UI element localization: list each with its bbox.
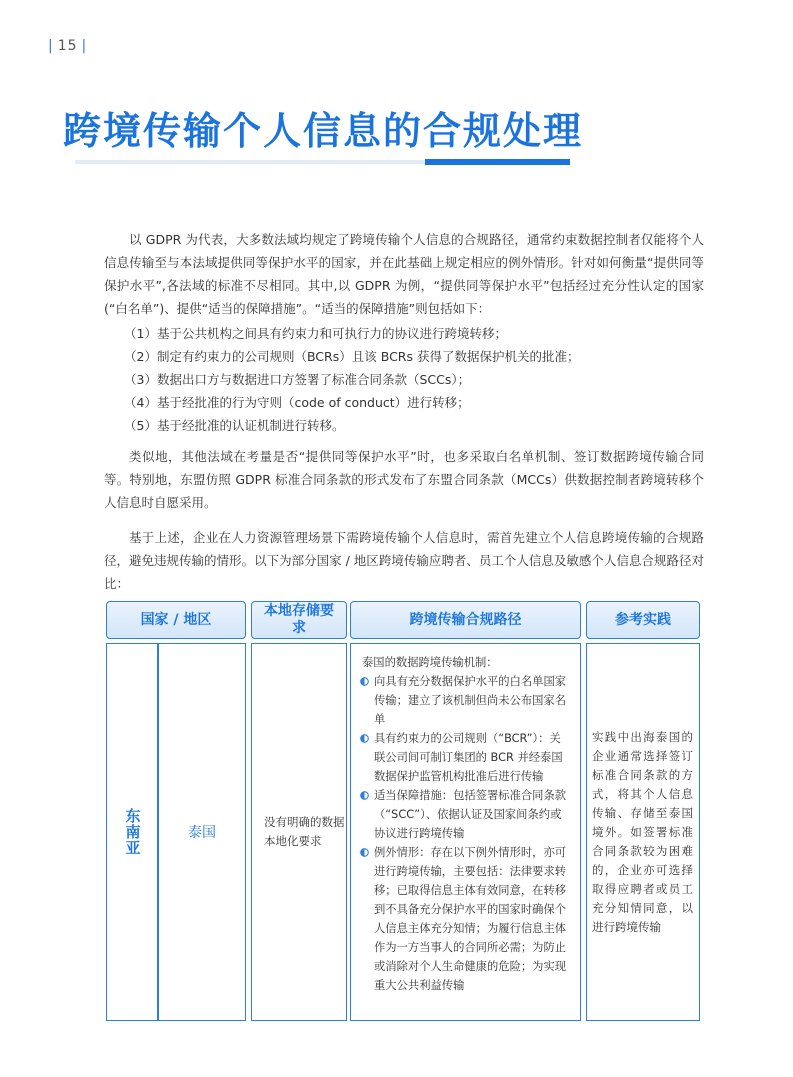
safeguards-list-item: （3）数据出口方与数据进口方签署了标准合同条款（SCCs）；: [124, 372, 471, 387]
table-cell-country: 泰国: [188, 825, 216, 841]
table-cell-region: 东南亚: [123, 808, 142, 856]
table-cell-storage: 没有明确的数据本地化要求: [264, 815, 345, 848]
path-list: [358, 672, 570, 995]
path-intro: 泰国的数据跨境传输机制：: [362, 656, 498, 669]
safeguards-list-item: （1）基于公共机构之间具有约束力和可执行力的协议进行跨境转移；: [124, 326, 507, 341]
page-number-bar-left: |: [48, 38, 54, 54]
table-header-storage: 本地存储要求: [251, 601, 347, 639]
path-list-item: [358, 672, 570, 729]
path-list-item: [358, 786, 570, 843]
path-list-item-text: 适当保障措施：包括签署标准合同条款（“SCC”）、依据认证及国家间条约或协议进行跨境传输: [374, 789, 567, 840]
safeguards-list-item: （4）基于经批准的行为守则（code of conduct）进行转移；: [124, 395, 470, 410]
body-text: [104, 228, 704, 595]
safeguards-list-item: （5）基于经批准的认证机制进行转移。: [124, 418, 345, 433]
table-header-region: 国家 / 地区: [106, 601, 246, 639]
path-list-item: [358, 729, 570, 786]
paragraph-other-jurisdictions: 类似地，其他法域在考量是否“提供同等保护水平”时，也多采取白名单机制、签订数据跨境传输合同等。特别地，东盟仿照 GDPR 标准合同条款的形式发布了东盟合同条款（MCCs）供数据控制者跨境转移个人信息时自愿采用。: [104, 449, 704, 510]
safeguards-list-item: （2）制定有约束力的公司规则（BCRs）且该 BCRs 获得了数据保护机关的批准；: [124, 349, 580, 364]
bullet-icon: [360, 791, 369, 800]
title-underline-light: [75, 160, 425, 164]
title-underline-accent: [425, 159, 570, 165]
bullet-icon: [360, 677, 369, 686]
path-list-item-text: 具有约束力的公司规则（“BCR”）：关联公司间可制订集团的 BCR 并经泰国数据保护监管机构批准后进行传输: [374, 732, 563, 783]
bullet-icon: [360, 734, 369, 743]
table-cell-path: [350, 643, 580, 1021]
page-number-bar-right: |: [81, 38, 88, 54]
path-list-item-text: 向具有充分数据保护水平的白名单国家传输；建立了该机制但尚未公布国家名单: [374, 675, 567, 726]
safeguards-list: [104, 322, 704, 437]
paragraph-table-intro: 基于上述，企业在人力资源管理场景下需跨境传输个人信息时，需首先建立个人信息跨境传输的合规路径，避免违规传输的情形。以下为部分国家 / 地区跨境传输应聘者、员工个人信息及敏感个人信息合规路径对比：: [104, 530, 704, 591]
page-number: [44, 38, 91, 54]
table-cell-practice: 实践中出海泰国的企业通常选择签订标准合同条款的方式，将其个人信息传输、存储至泰国境外。如签署标准合同条款较为困难的，企业亦可选择取得应聘者或员工充分知情同意，以进行跨境传输: [592, 729, 693, 934]
path-list-item: [358, 843, 570, 995]
page-number-value: 15: [57, 38, 78, 54]
path-list-item-text: 例外情形：存在以下例外情形时，亦可进行跨境传输，主要包括：法律要求转移；已取得信息主体有效同意，在转移到不具备充分保护水平的国家时确保个人信息主体充分知情；为履行信息主体作为一方当事人的合同所必需；为防止或消除对个人生命健康的危险；为实现重大公共利益传输: [374, 846, 567, 992]
paragraph-gdpr-intro: 以 GDPR 为代表，大多数法域均规定了跨境传输个人信息的合规路径，通常约束数据控制者仅能将个人信息传输至与本法域提供同等保护水平的国家，并在此基础上规定相应的例外情形。针对如何衡量“提供同等保护水平”,各法域的标准不尽相同。其中,以 GDPR 为例，“提供同等保护水平”包括经过充分性认定的国家(“白名单”)、提供“适当的保障措施”。“适当的保障措施”则包括如下：: [104, 232, 704, 316]
table-header-path: 跨境传输合规路径: [350, 601, 581, 639]
page-title: 跨境传输个人信息的合规处理: [63, 109, 584, 153]
table-header-practice: 参考实践: [586, 601, 700, 639]
bullet-icon: [360, 848, 369, 857]
